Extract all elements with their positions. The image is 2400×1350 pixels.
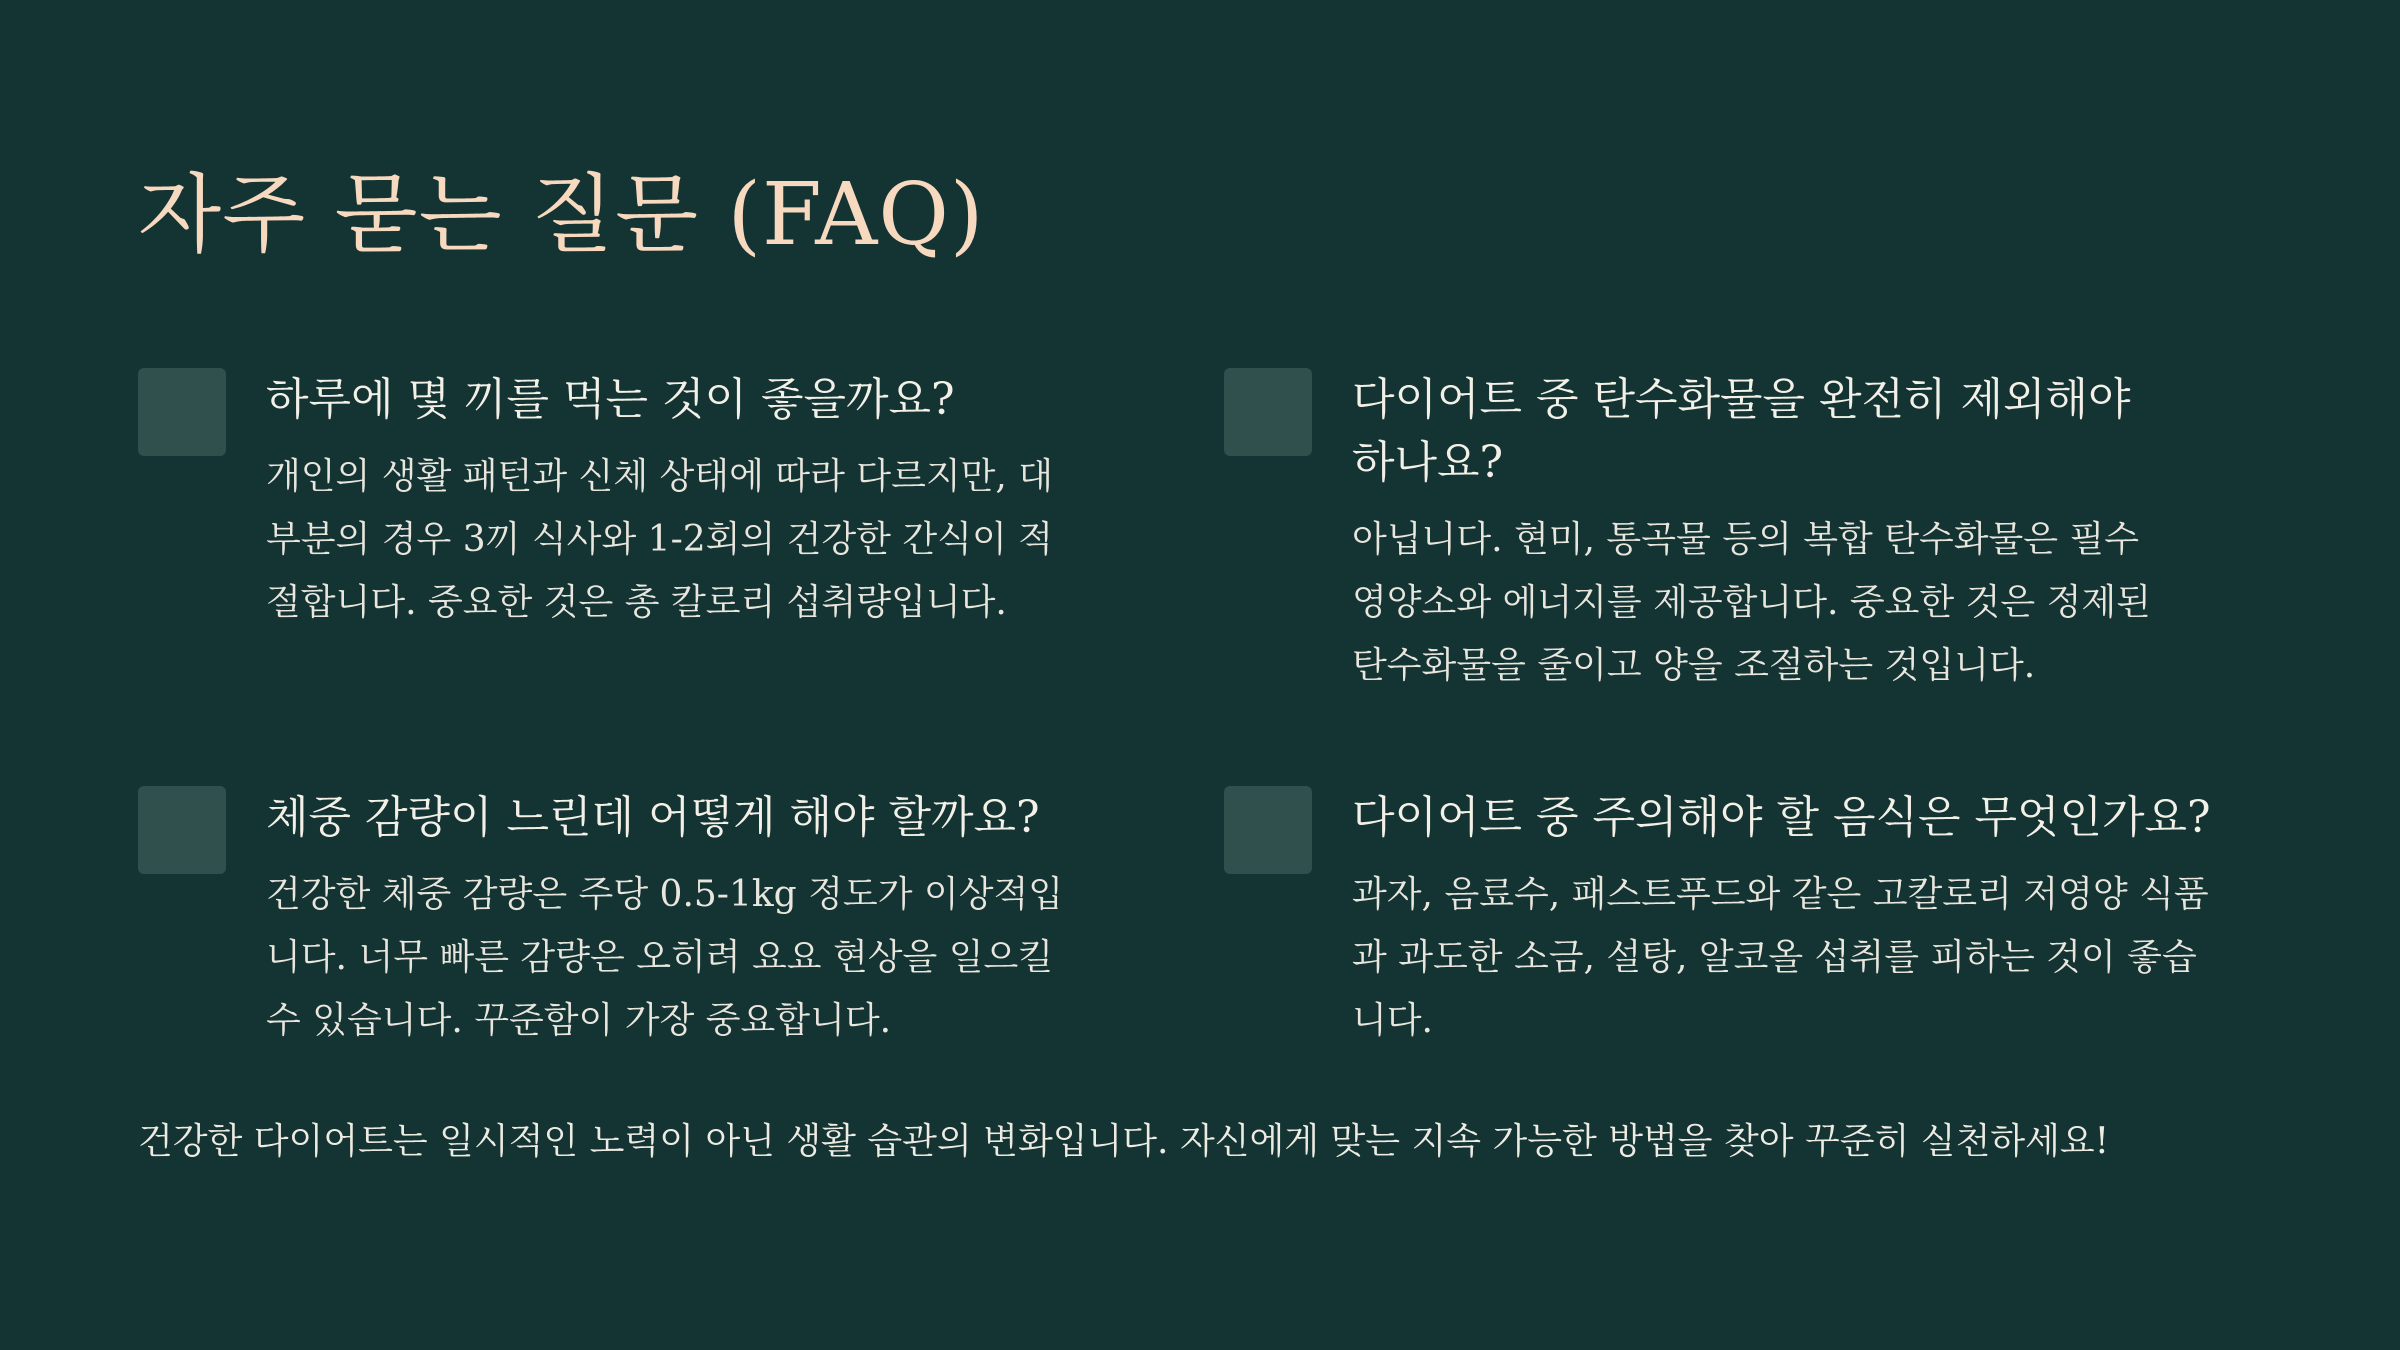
faq-answer: 아닙니다. 현미, 통곡물 등의 복합 탄수화물은 필수 영양소와 에너지를 제공합니다. 중요한 것은 정제된 탄수화물을 줄이고 양을 조절하는 것입니다. — [1352, 519, 2151, 686]
faq-answer: 건강한 체중 감량은 주당 0.5-1kg 정도가 이상적입니다. 너무 빠른 감량은 오히려 요요 현상을 일으킬 수 있습니다. 꾸준함이 가장 중요합니다. — [266, 874, 1064, 1041]
faq-answer: 개인의 생활 패턴과 신체 상태에 따라 다르지만, 대부분의 경우 3끼 식사와 1-2회의 건강한 간식이 적절합니다. 중요한 것은 총 칼로리 섭취량입니다. — [266, 456, 1054, 623]
faq-question: 다이어트 중 주의해야 할 음식은 무엇인가요? — [1352, 792, 2211, 843]
faq-question: 다이어트 중 탄수화물을 완전히 제외해야 하나요? — [1352, 374, 2131, 488]
faq-marker-square — [138, 368, 226, 456]
faq-marker-square — [138, 786, 226, 874]
faq-marker-square — [1224, 368, 1312, 456]
slide-title: 자주 묻는 질문 (FAQ) — [138, 165, 985, 265]
faq-content — [1352, 368, 2152, 697]
faq-question: 하루에 몇 끼를 먹는 것이 좋을까요? — [266, 374, 955, 425]
faq-content — [1352, 786, 2212, 1052]
summary-footer: 건강한 다이어트는 일시적인 노력이 아닌 생활 습관의 변화입니다. 자신에게 맞는 지속 가능한 방법을 찾아 꾸준히 실천하세요! — [138, 1121, 2110, 1162]
faq-marker-square — [1224, 786, 1312, 874]
faq-answer: 과자, 음료수, 패스트푸드와 같은 고칼로리 저영양 식품과 과도한 소금, 설탕, 알코올 섭취를 피하는 것이 좋습니다. — [1352, 874, 2209, 1041]
faq-content — [266, 786, 1066, 1052]
faq-content — [266, 368, 1066, 634]
faq-question: 체중 감량이 느린데 어떻게 해야 할까요? — [266, 792, 1040, 843]
